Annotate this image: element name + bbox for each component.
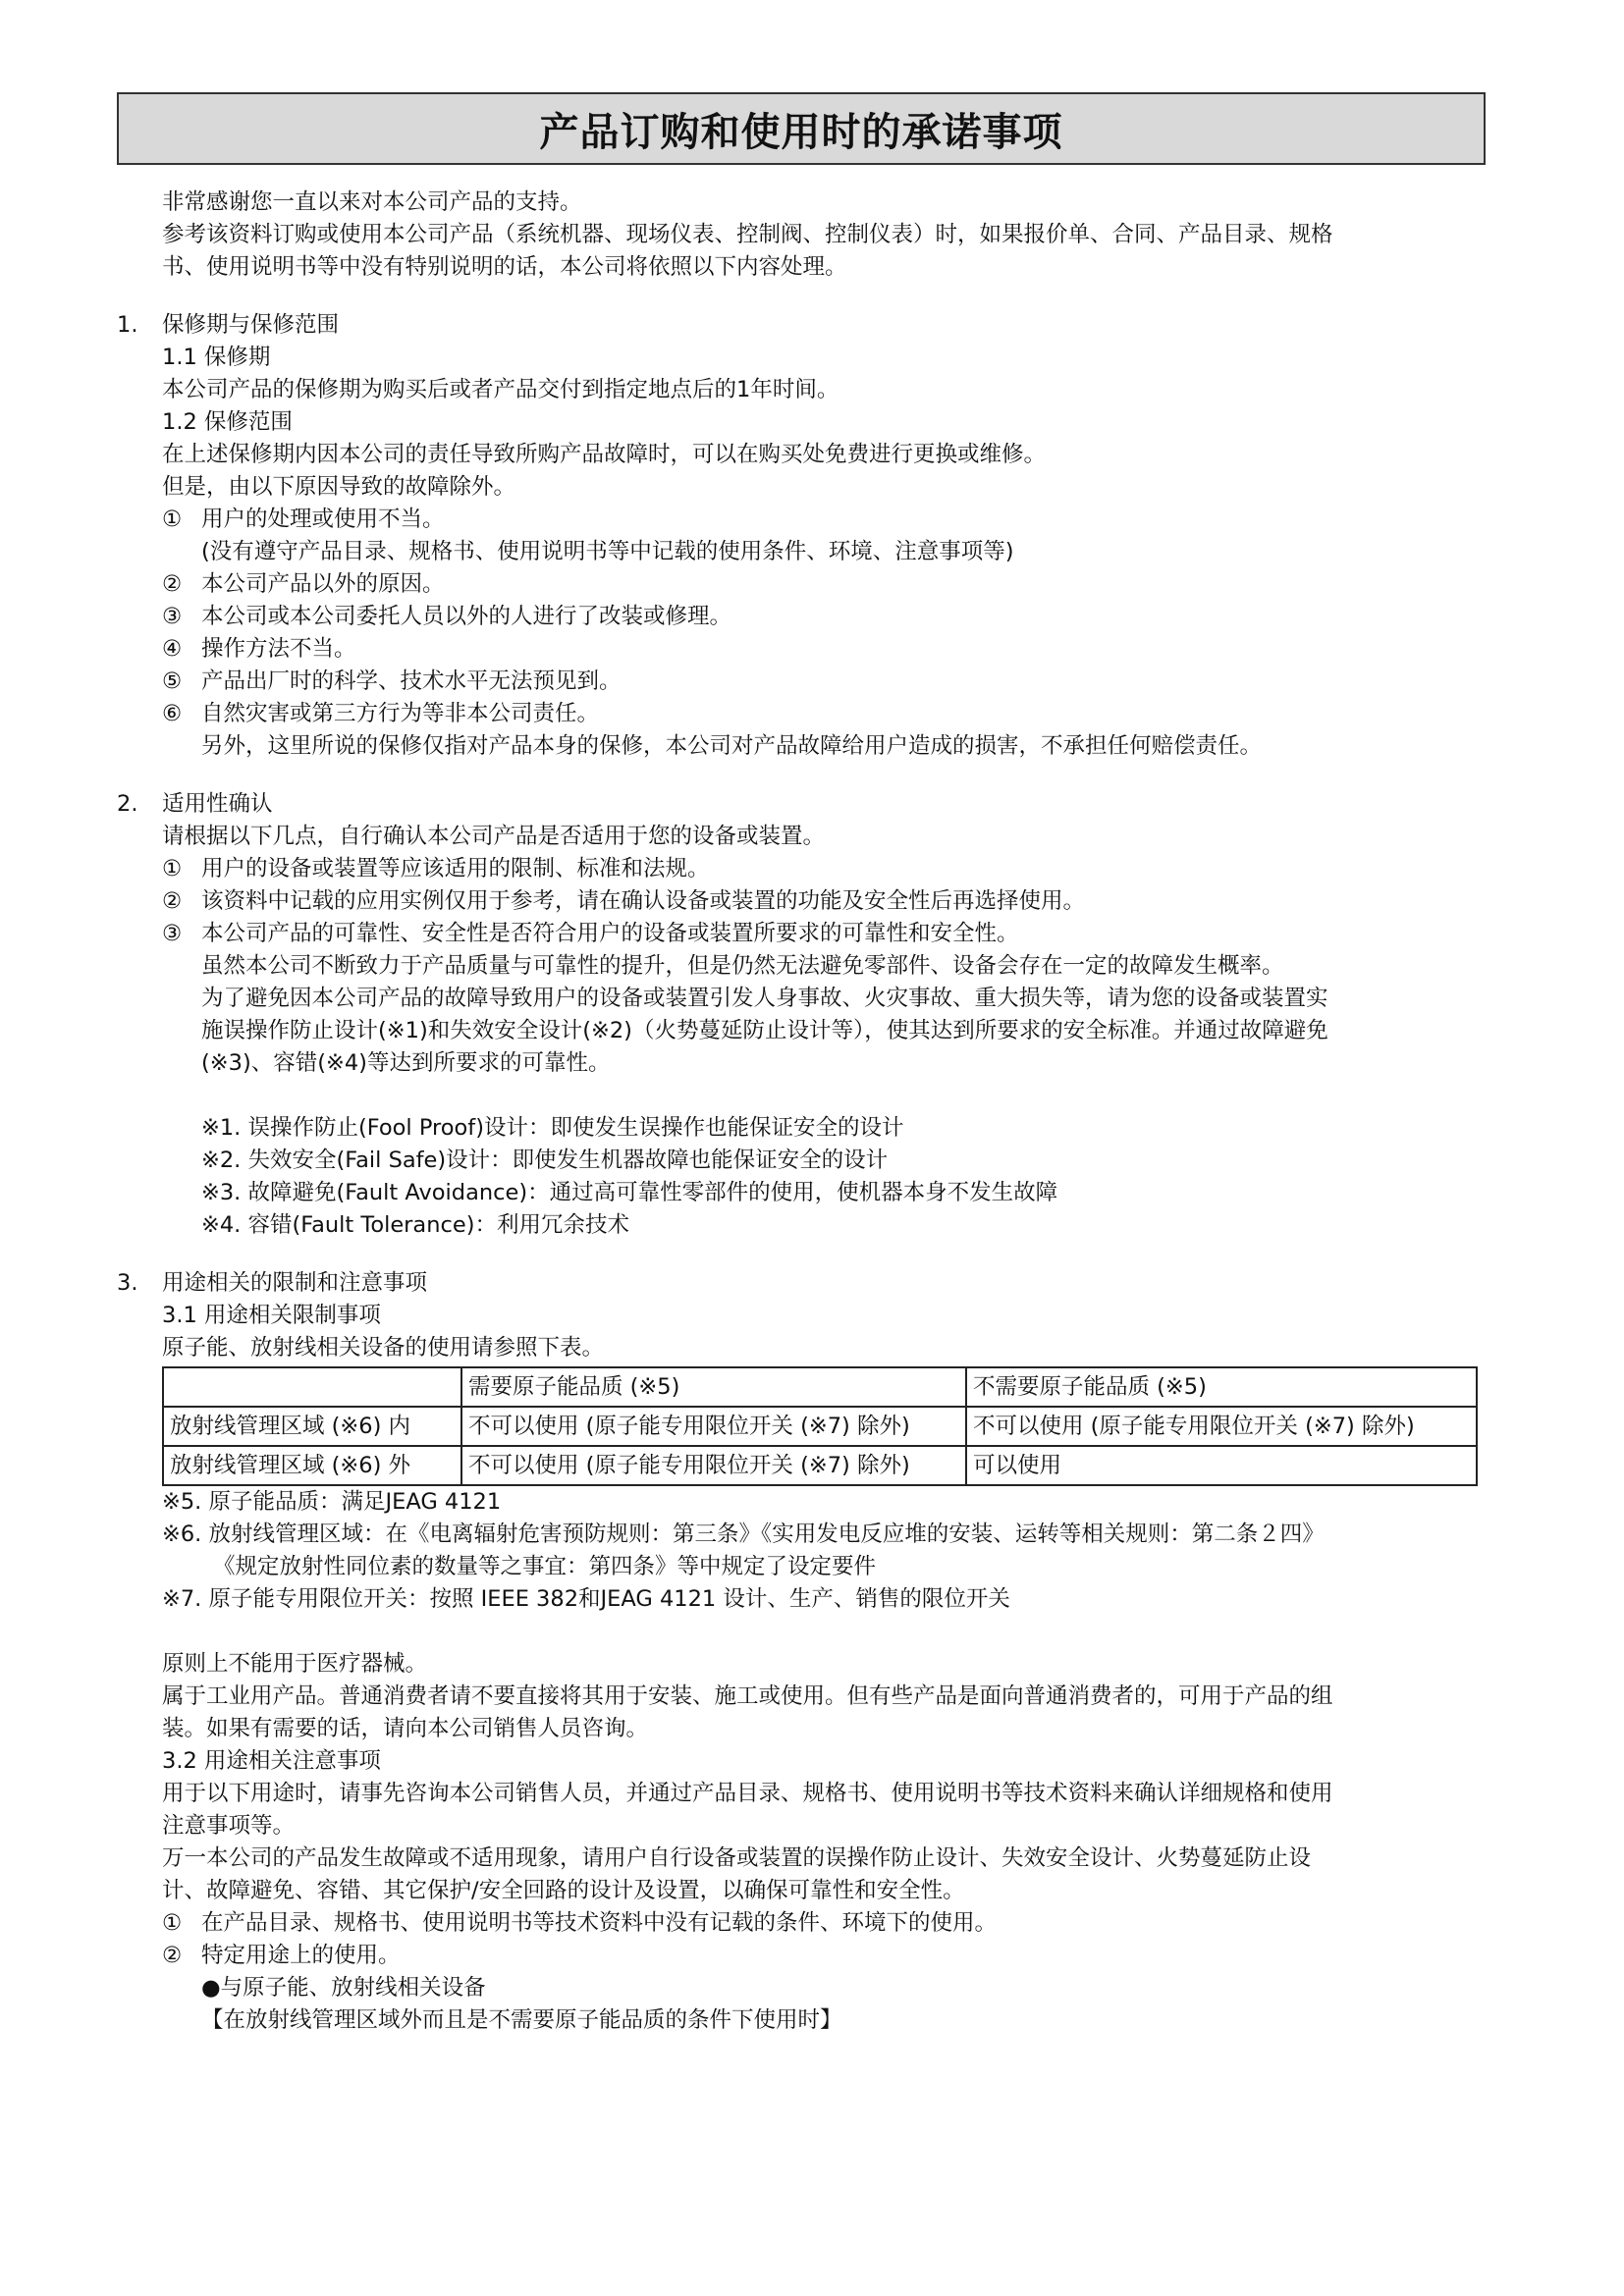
subsection-title: 1.2 保修范围 [162,409,293,435]
footnote: ※3. 故障避免(Fault Avoidance)：通过高可靠性零部件的使用，使机器本身不发生故障 [201,1180,1058,1205]
bullet-item: ●与原子能、放射线相关设备 [201,1975,486,2001]
table-cell: 放射线管理区域 (※6) 内 [163,1407,461,1446]
table-cell: 不需要原子能品质 (※5) [966,1367,1477,1407]
intro-line: 参考该资料订购或使用本公司产品（系统机器、现场仪表、控制阀、控制仪表）时，如果报价单、合同、产品目录、规格 [162,222,1333,247]
paragraph: 注意事项等。 [162,1813,296,1839]
paragraph: 原则上不能用于医疗器械。 [162,1651,428,1677]
list-marker: ② [162,888,183,914]
paragraph: 另外，这里所说的保修仅指对产品本身的保修，本公司对产品故障给用户造成的损害，不承担任何赔偿责任。 [201,733,1263,759]
paragraph: 装。如果有需要的话，请向本公司销售人员咨询。 [162,1716,649,1741]
list-text: 本公司产品的可靠性、安全性是否符合用户的设备或装置所要求的可靠性和安全性。 [201,921,1019,946]
list-text: 本公司产品以外的原因。 [201,571,445,597]
section-number: 2. [117,791,138,817]
table-cell: 不可以使用 (原子能专用限位开关 (※7) 除外) [966,1407,1477,1446]
list-item [117,1940,1491,1972]
list-marker: ① [162,1910,183,1936]
list-marker: ① [162,856,183,881]
paragraph: 请根据以下几点，自行确认本公司产品是否适用于您的设备或装置。 [162,824,826,849]
page-title: 产品订购和使用时的承诺事项 [539,109,1063,155]
list-text: 在产品目录、规格书、使用说明书等技术资料中没有记载的条件、环境下的使用。 [201,1910,998,1936]
subsection-title: 3.1 用途相关限制事项 [162,1303,381,1328]
table-cell: 不可以使用 (原子能专用限位开关 (※7) 除外) [461,1446,966,1485]
table-cell: 不可以使用 (原子能专用限位开关 (※7) 除外) [461,1407,966,1446]
list-item-note: (没有遵守产品目录、规格书、使用说明书等中记载的使用条件、环境、注意事项等) [201,539,1014,564]
list-item [117,885,1491,918]
list-item [117,853,1491,885]
section-1-heading [117,309,1491,342]
list-marker: ① [162,507,183,532]
paragraph: 虽然本公司不断致力于产品质量与可靠性的提升，但是仍然无法避免零部件、设备会存在一定的故障发生概率。 [201,953,1284,979]
list-marker: ④ [162,636,183,662]
usage-restriction-table [162,1366,1478,1486]
paragraph: 用于以下用途时，请事先咨询本公司销售人员，并通过产品目录、规格书、使用说明书等技术资料来确认详细规格和使用 [162,1781,1333,1806]
paragraph: 原子能、放射线相关设备的使用请参照下表。 [162,1335,605,1361]
list-text: 产品出厂时的科学、技术水平无法预见到。 [201,668,622,694]
footnote: ※2. 失效安全(Fail Safe)设计：即使发生机器故障也能保证安全的设计 [201,1148,889,1173]
section-1 [117,309,1491,763]
section-number: 3. [117,1270,138,1296]
list-marker: ③ [162,604,183,629]
document-body [117,187,1491,2037]
list-item [117,568,1491,601]
footnote: ※4. 容错(Fault Tolerance)：利用冗余技术 [201,1212,629,1238]
section-2 [117,788,1491,1242]
paragraph: 施误操作防止设计(※1)和失效安全设计(※2)（火势蔓延防止设计等），使其达到所要求的安全标准。并通过故障避免 [201,1018,1328,1043]
table-row [163,1407,1477,1446]
list-item [117,504,1491,536]
list-item [117,633,1491,666]
section-number: 1. [117,312,138,338]
paragraph: 属于工业用产品。普通消费者请不要直接将其用于安装、施工或使用。但有些产品是面向普通消费者的，可用于产品的组 [162,1683,1333,1709]
list-marker: ⑥ [162,701,183,726]
footnote: ※5. 原子能品质：满足JEAG 4121 [162,1489,502,1515]
paragraph: 万一本公司的产品发生故障或不适用现象，请用户自行设备或装置的误操作防止设计、失效安全设计、火势蔓延防止设 [162,1845,1312,1871]
table-cell: 放射线管理区域 (※6) 外 [163,1446,461,1485]
table-row [163,1446,1477,1485]
section-3-heading [117,1267,1491,1300]
paragraph: (※3)、容错(※4)等达到所要求的可靠性。 [201,1050,611,1076]
list-text: 操作方法不当。 [201,636,356,662]
list-text: 本公司或本公司委托人员以外的人进行了改装或修理。 [201,604,732,629]
list-marker: ⑤ [162,668,183,694]
intro-line: 书、使用说明书等中没有特别说明的话，本公司将依照以下内容处理。 [162,254,847,280]
list-item [117,601,1491,633]
section-title: 适用性确认 [162,791,273,817]
footnote: 《规定放射性同位素的数量等之事宜：第四条》等中规定了设定要件 [213,1554,877,1579]
list-marker: ② [162,1943,183,1968]
list-text: 用户的设备或装置等应该适用的限制、标准和法规。 [201,856,710,881]
list-item [117,698,1491,730]
section-title: 用途相关的限制和注意事项 [162,1270,428,1296]
list-text: 特定用途上的使用。 [201,1943,401,1968]
list-marker: ② [162,571,183,597]
paragraph: 但是，由以下原因导致的故障除外。 [162,474,516,500]
list-item [117,1907,1491,1940]
bracket-note: 【在放射线管理区域外而且是不需要原子能品质的条件下使用时】 [201,2007,842,2033]
footnote: ※6. 放射线管理区域：在《电离辐射危害预防规则：第三条》《实用发电反应堆的安装、运转等相关规则：第二条２四》 [162,1522,1325,1547]
paragraph: 在上述保修期内因本公司的责任导致所购产品故障时，可以在购买处免费进行更换或维修。 [162,442,1047,467]
paragraph: 本公司产品的保修期为购买后或者产品交付到指定地点后的1年时间。 [162,377,839,402]
list-item [117,918,1491,950]
intro [117,187,1491,284]
footnote: ※7. 原子能专用限位开关：按照 IEEE 382和JEAG 4121 设计、生产、销售的限位开关 [162,1586,1010,1612]
paragraph: 计、故障避免、容错、其它保护/安全回路的设计及设置，以确保可靠性和安全性。 [162,1878,965,1903]
section-2-heading [117,788,1491,821]
list-item [117,666,1491,698]
footnote: ※1. 误操作防止(Fool Proof)设计：即使发生误操作也能保证安全的设计 [201,1115,904,1141]
table-cell [163,1367,461,1407]
table-cell: 需要原子能品质 (※5) [461,1367,966,1407]
list-marker: ③ [162,921,183,946]
subsection-title: 3.2 用途相关注意事项 [162,1748,381,1774]
table-header-row [163,1367,1477,1407]
paragraph: 为了避免因本公司产品的故障导致用户的设备或装置引发人身事故、火灾事故、重大损失等，请为您的设备或装置实 [201,986,1328,1011]
list-text: 用户的处理或使用不当。 [201,507,445,532]
title-banner [117,92,1486,165]
subsection-title: 1.1 保修期 [162,345,271,370]
table-cell: 可以使用 [966,1446,1477,1485]
list-text: 该资料中记载的应用实例仅用于参考，请在确认设备或装置的功能及安全性后再选择使用。 [201,888,1086,914]
section-3 [117,1267,1491,2037]
section-title: 保修期与保修范围 [162,312,340,338]
list-text: 自然灾害或第三方行为等非本公司责任。 [201,701,600,726]
intro-line: 非常感谢您一直以来对本公司产品的支持。 [162,189,582,215]
